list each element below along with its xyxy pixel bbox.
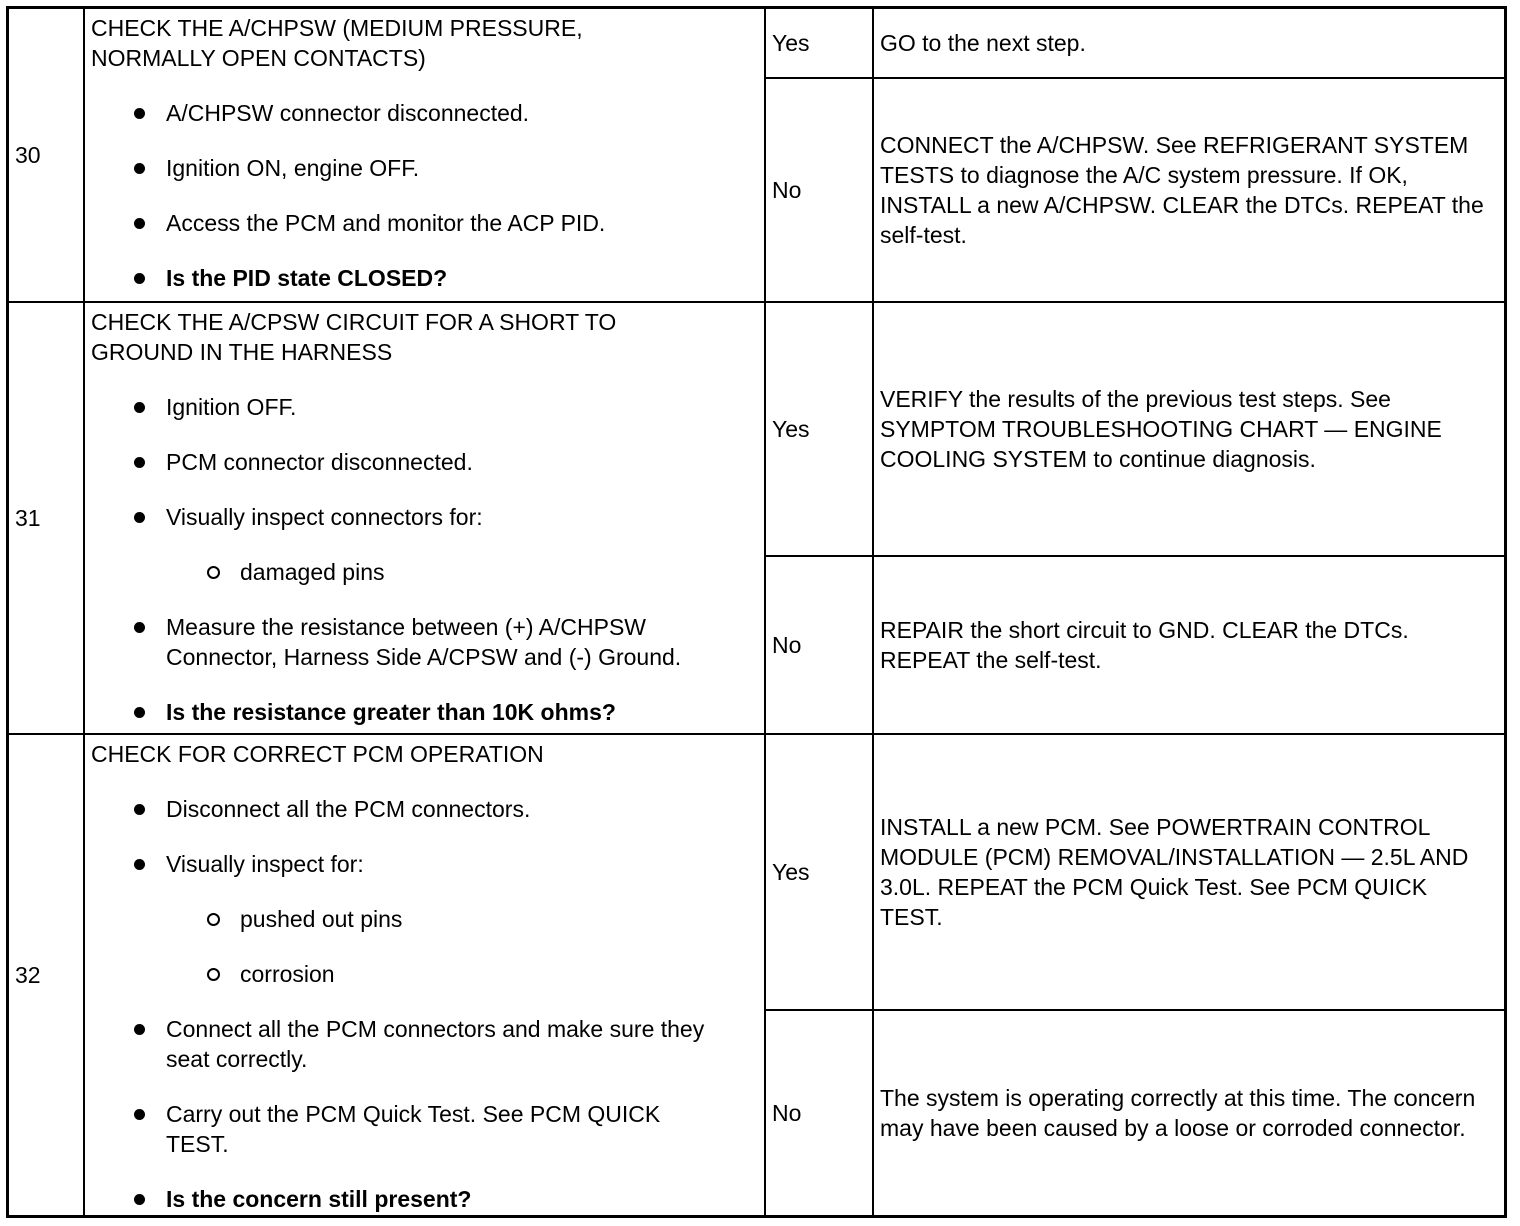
yes-subcell bbox=[766, 303, 872, 555]
bullet-icon bbox=[134, 512, 145, 523]
list-item: Connect all the PCM connectors and make sure they seat correctly. bbox=[166, 1014, 721, 1074]
diagnostic-table bbox=[6, 6, 1507, 1218]
bullet-icon bbox=[134, 402, 145, 413]
sub-list-item: pushed out pins bbox=[240, 904, 402, 934]
action-cell bbox=[85, 735, 766, 1215]
result-cell bbox=[874, 9, 1504, 301]
list-item: Ignition OFF. bbox=[166, 392, 296, 422]
test-question: Is the concern still present? bbox=[166, 1184, 471, 1214]
answer-cell bbox=[766, 735, 874, 1215]
list-item: Carry out the PCM Quick Test. See PCM QUICK TEST. bbox=[166, 1099, 721, 1159]
list-item: A/CHPSW connector disconnected. bbox=[166, 98, 529, 128]
table-row-step-30 bbox=[9, 9, 1504, 301]
table-row-step-32 bbox=[9, 733, 1504, 1215]
step-number: 31 bbox=[15, 505, 41, 531]
table-row-step-31 bbox=[9, 301, 1504, 733]
step-cell bbox=[9, 735, 85, 1215]
no-subcell bbox=[766, 555, 872, 733]
test-question: Is the PID state CLOSED? bbox=[166, 263, 447, 293]
yes-result: INSTALL a new PCM. See POWERTRAIN CONTROL MODULE (PCM) REMOVAL/INSTALLATION — 2.5L AND 3.0L. REPEAT the PCM Quick Test. See PCM QUICK TEST. bbox=[880, 814, 1469, 930]
yes-label: Yes bbox=[772, 416, 810, 442]
yes-result: GO to the next step. bbox=[880, 30, 1086, 56]
step-cell bbox=[9, 9, 85, 301]
list-item: Visually inspect for: bbox=[166, 849, 364, 879]
no-label: No bbox=[772, 1100, 802, 1126]
bullet-icon bbox=[134, 457, 145, 468]
bullet-icon bbox=[134, 1109, 145, 1120]
yes-label: Yes bbox=[772, 859, 810, 885]
action-cell bbox=[85, 303, 766, 733]
step-number: 32 bbox=[15, 962, 41, 988]
bullet-icon bbox=[134, 859, 145, 870]
list-item: Disconnect all the PCM connectors. bbox=[166, 794, 530, 824]
no-label: No bbox=[772, 632, 802, 658]
bullet-icon bbox=[134, 707, 145, 718]
no-result: CONNECT the A/CHPSW. See REFRIGERANT SYSTEM TESTS to diagnose the A/C system pressure. If OK, INSTALL a new A/CHPSW. CLEAR the DTCs. REPEAT the self-test. bbox=[880, 132, 1484, 248]
circle-bullet-icon bbox=[207, 566, 220, 579]
step-cell bbox=[9, 303, 85, 733]
sub-list-item: damaged pins bbox=[240, 557, 385, 587]
list-item: Ignition ON, engine OFF. bbox=[166, 153, 419, 183]
result-cell bbox=[874, 735, 1504, 1215]
no-result: The system is operating correctly at this time. The concern may have been caused by a loose or corroded connector. bbox=[880, 1085, 1476, 1141]
list-item: PCM connector disconnected. bbox=[166, 447, 473, 477]
bullet-icon bbox=[134, 1194, 145, 1205]
no-label: No bbox=[772, 177, 802, 203]
no-result: REPAIR the short circuit to GND. CLEAR the DTCs. REPEAT the self-test. bbox=[880, 617, 1409, 673]
no-subcell bbox=[766, 77, 872, 301]
bullet-icon bbox=[134, 622, 145, 633]
result-cell bbox=[874, 303, 1504, 733]
test-question: Is the resistance greater than 10K ohms? bbox=[166, 697, 616, 727]
bullet-icon bbox=[134, 163, 145, 174]
circle-bullet-icon bbox=[207, 968, 220, 981]
yes-result: VERIFY the results of the previous test steps. See SYMPTOM TROUBLESHOOTING CHART — ENGINE COOLING SYSTEM to continue diagnosis. bbox=[880, 386, 1442, 472]
step-title: CHECK THE A/CHPSW (MEDIUM PRESSURE, NORMALLY OPEN CONTACTS) bbox=[91, 15, 583, 71]
yes-label: Yes bbox=[772, 30, 810, 56]
answer-cell bbox=[766, 303, 874, 733]
step-title: CHECK FOR CORRECT PCM OPERATION bbox=[91, 741, 544, 767]
bullet-icon bbox=[134, 273, 145, 284]
bullet-icon bbox=[134, 1024, 145, 1035]
bullet-icon bbox=[134, 218, 145, 229]
yes-subcell bbox=[766, 735, 872, 1009]
circle-bullet-icon bbox=[207, 913, 220, 926]
answer-cell bbox=[766, 9, 874, 301]
list-item: Visually inspect connectors for: bbox=[166, 502, 483, 532]
yes-subcell bbox=[766, 9, 872, 77]
step-title: CHECK THE A/CPSW CIRCUIT FOR A SHORT TO GROUND IN THE HARNESS bbox=[91, 309, 617, 365]
no-subcell bbox=[766, 1009, 872, 1215]
action-cell bbox=[85, 9, 766, 301]
list-item: Measure the resistance between (+) A/CHPSW Connector, Harness Side A/CPSW and (-) Ground. bbox=[166, 612, 741, 672]
sub-list-item: corrosion bbox=[240, 959, 335, 989]
bullet-icon bbox=[134, 804, 145, 815]
list-item: Access the PCM and monitor the ACP PID. bbox=[166, 208, 605, 238]
bullet-icon bbox=[134, 108, 145, 119]
step-number: 30 bbox=[15, 142, 41, 168]
